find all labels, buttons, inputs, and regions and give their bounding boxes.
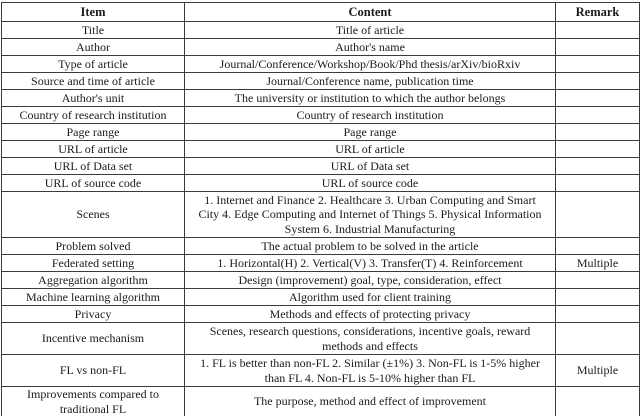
table-row xyxy=(2,238,640,255)
content-cell: URL of Data set xyxy=(185,158,556,175)
item-cell: Country of research institution xyxy=(2,107,185,124)
column-header-item: Item xyxy=(2,3,185,22)
remark-cell xyxy=(556,192,640,238)
remark-cell xyxy=(556,124,640,141)
content-cell: The actual problem to be solved in the article xyxy=(185,238,556,255)
remark-cell xyxy=(556,56,640,73)
remark-cell xyxy=(556,141,640,158)
remark-cell xyxy=(556,22,640,39)
remark-cell xyxy=(556,175,640,192)
remark-cell: Multiple xyxy=(556,255,640,272)
content-cell: Country of research institution xyxy=(185,107,556,124)
content-cell: The university or institution to which the author belongs xyxy=(185,90,556,107)
item-cell: Improvements compared to traditional FL xyxy=(2,387,185,416)
remark-cell: Multiple xyxy=(556,355,640,387)
remark-cell xyxy=(556,158,640,175)
remark-cell xyxy=(556,289,640,306)
remark-cell xyxy=(556,306,640,323)
content-cell: Title of article xyxy=(185,22,556,39)
item-cell: Machine learning algorithm xyxy=(2,289,185,306)
column-header-content: Content xyxy=(185,3,556,22)
content-cell: Methods and effects of protecting privacy xyxy=(185,306,556,323)
table-row xyxy=(2,90,640,107)
item-cell: Problem solved xyxy=(2,238,185,255)
table-header-row xyxy=(2,3,640,22)
item-cell: Source and time of article xyxy=(2,73,185,90)
content-cell: 1. Horizontal(H) 2. Vertical(V) 3. Transfer(T) 4. Reinforcement xyxy=(185,255,556,272)
item-cell: FL vs non-FL xyxy=(2,355,185,387)
table-row xyxy=(2,192,640,238)
table-row xyxy=(2,175,640,192)
remark-cell xyxy=(556,323,640,355)
table-row xyxy=(2,73,640,90)
remark-cell xyxy=(556,238,640,255)
table-row xyxy=(2,22,640,39)
content-cell: Algorithm used for client training xyxy=(185,289,556,306)
review-table xyxy=(1,2,640,416)
table-row xyxy=(2,387,640,416)
table-row xyxy=(2,124,640,141)
table-row xyxy=(2,323,640,355)
item-cell: Aggregation algorithm xyxy=(2,272,185,289)
content-cell: Design (improvement) goal, type, consideration, effect xyxy=(185,272,556,289)
remark-cell xyxy=(556,90,640,107)
item-cell: URL of Data set xyxy=(2,158,185,175)
table-row xyxy=(2,289,640,306)
item-cell: Author xyxy=(2,39,185,56)
table-row xyxy=(2,158,640,175)
item-cell: Title xyxy=(2,22,185,39)
item-cell: Federated setting xyxy=(2,255,185,272)
table-row xyxy=(2,39,640,56)
item-cell: Scenes xyxy=(2,192,185,238)
table-row xyxy=(2,141,640,158)
remark-cell xyxy=(556,387,640,416)
content-cell: Scenes, research questions, considerations, incentive goals, reward methods and effects xyxy=(185,323,556,355)
item-cell: Author's unit xyxy=(2,90,185,107)
content-cell: Page range xyxy=(185,124,556,141)
table-row xyxy=(2,255,640,272)
content-cell: URL of source code xyxy=(185,175,556,192)
remark-cell xyxy=(556,272,640,289)
item-cell: Type of article xyxy=(2,56,185,73)
remark-cell xyxy=(556,107,640,124)
item-cell: URL of source code xyxy=(2,175,185,192)
table-row xyxy=(2,272,640,289)
column-header-remark: Remark xyxy=(556,3,640,22)
content-cell: The purpose, method and effect of improvement xyxy=(185,387,556,416)
item-cell: Page range xyxy=(2,124,185,141)
table-row xyxy=(2,107,640,124)
content-cell: 1. Internet and Finance 2. Healthcare 3. Urban Computing and Smart City 4. Edge Computing and Internet of Things 5. Physical Information System 6. Industrial Manufacturing xyxy=(185,192,556,238)
item-cell: Privacy xyxy=(2,306,185,323)
content-cell: Journal/Conference name, publication time xyxy=(185,73,556,90)
table-row xyxy=(2,306,640,323)
remark-cell xyxy=(556,39,640,56)
content-cell: 1. FL is better than non-FL 2. Similar (±1%) 3. Non-FL is 1-5% higher than FL 4. Non-FL is 5-10% higher than FL xyxy=(185,355,556,387)
content-cell: URL of article xyxy=(185,141,556,158)
item-cell: URL of article xyxy=(2,141,185,158)
table-row xyxy=(2,56,640,73)
item-cell: Incentive mechanism xyxy=(2,323,185,355)
content-cell: Journal/Conference/Workshop/Book/Phd thesis/arXiv/bioRxiv xyxy=(185,56,556,73)
table-row xyxy=(2,355,640,387)
content-cell: Author's name xyxy=(185,39,556,56)
remark-cell xyxy=(556,73,640,90)
